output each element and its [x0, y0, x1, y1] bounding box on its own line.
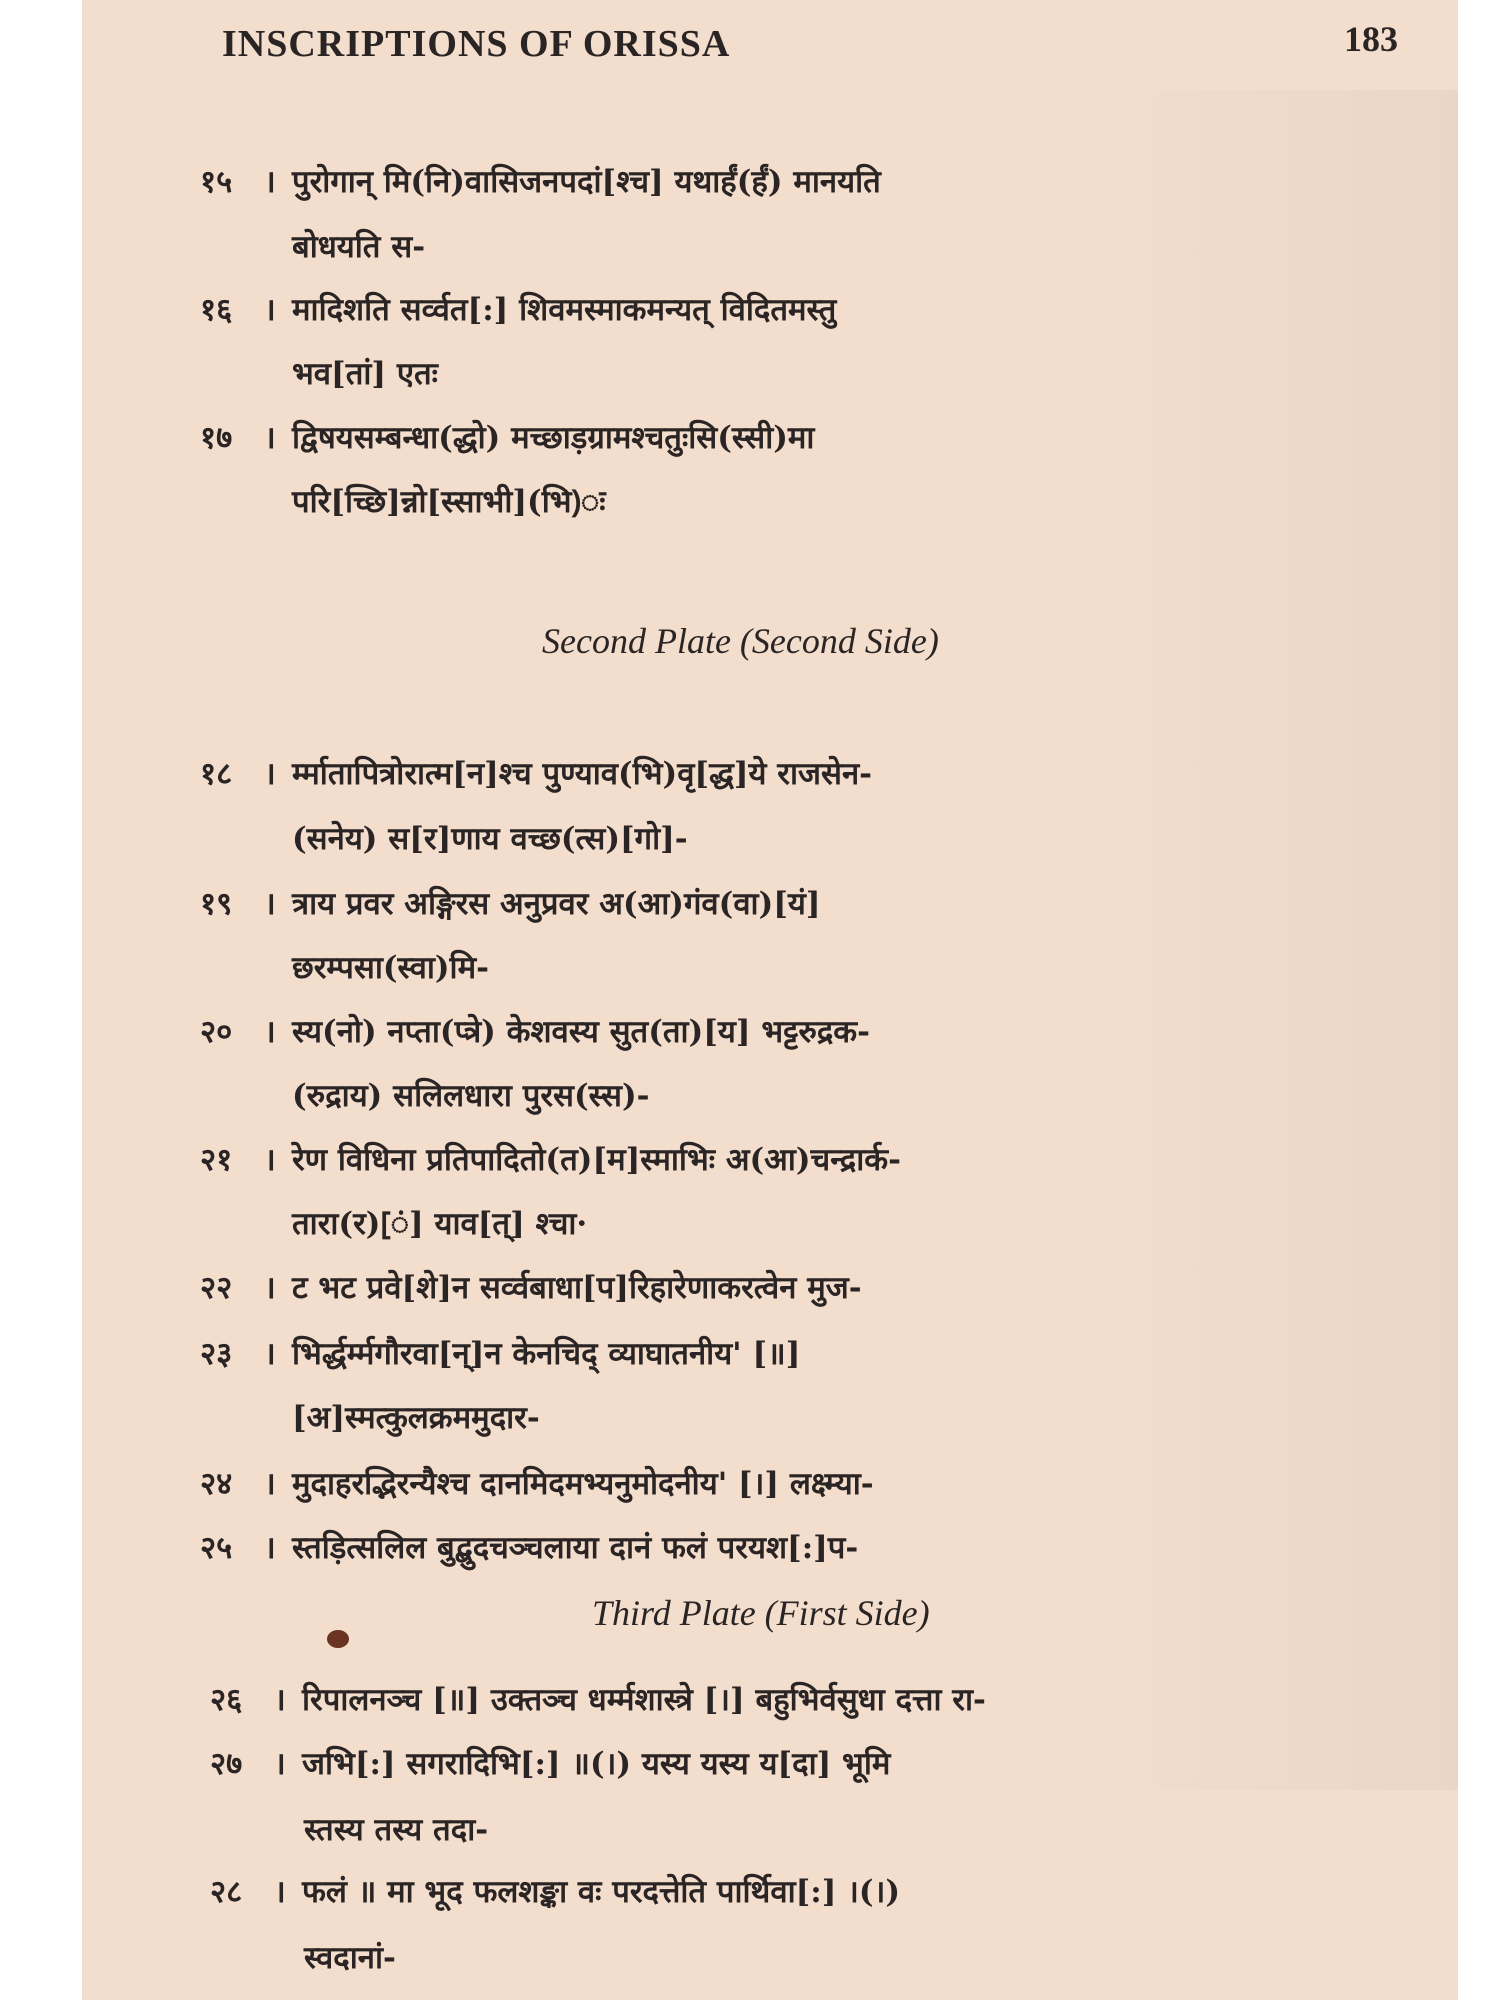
line-number: १८: [200, 756, 233, 792]
line-text: र्म्मातापित्रोरात्म[न]श्च पुण्याव(भि)वृ[द्ध]ये राजसेन-: [292, 756, 873, 792]
line-number: २६: [210, 1682, 243, 1718]
line-text: मुदाहरद्भिरन्यैश्च दानमिदमभ्यनुमोदनीय' [।] लक्ष्म्या-: [292, 1466, 874, 1502]
danda: ।: [264, 756, 276, 792]
inscription-line-21-continuation: तारा(र)[ं] याव[त्] श्चा·: [292, 1206, 588, 1242]
book-page: [82, 0, 1458, 2000]
danda: ।: [264, 1142, 276, 1178]
line-text: द्विषयसम्बन्धा(द्धो) मच्छाड़ग्रामश्चतुःसि(स्सी)मा: [292, 420, 815, 456]
inscription-line-20-continuation: (रुद्राय) सलिलधारा पुरस(स्स)-: [292, 1078, 650, 1114]
inscription-line-26: [210, 1678, 986, 1720]
inscription-line-18: [200, 752, 872, 794]
inscription-line-27-continuation: स्तस्य तस्य तदा-: [304, 1812, 489, 1848]
inscription-line-23: [200, 1332, 800, 1374]
inscription-line-25: [200, 1526, 858, 1568]
line-number: २४: [200, 1466, 233, 1502]
inscription-line-17: [200, 416, 814, 458]
line-number: १६: [200, 292, 233, 328]
inscription-line-15-continuation: बोधयति स-: [292, 229, 426, 265]
inscription-line-28-continuation: स्वदानां-: [304, 1940, 396, 1976]
paper-show-through: [1082, 90, 1458, 1790]
danda: ।: [264, 1336, 276, 1372]
line-text: रिपालनञ्च [॥] उक्तञ्च धर्म्मशास्त्रे [।] बहुभिर्वसुधा दत्ता रा-: [302, 1682, 986, 1718]
line-number: २८: [210, 1874, 243, 1910]
danda: ।: [264, 1530, 276, 1566]
danda: ।: [274, 1874, 286, 1910]
inscription-line-16: [200, 288, 836, 330]
line-number: २५: [200, 1530, 233, 1566]
danda: ।: [264, 886, 276, 922]
line-text: त्राय प्रवर अङ्गिरस अनुप्रवर अ(आ)गंव(वा)[यं]: [292, 886, 821, 922]
ink-spot: [327, 1630, 349, 1648]
danda: ।: [264, 1466, 276, 1502]
inscription-line-17-continuation: परि[च्छि]न्नो[स्साभी](भि)ः: [292, 484, 606, 520]
inscription-line-22: [200, 1266, 862, 1308]
line-text: भिर्द्धर्म्मगौरवा[न्]न केनचिद् व्याघातनीय' [॥]: [292, 1336, 801, 1372]
line-text: रेण विधिना प्रतिपादितो(त)[म]स्माभिः अ(आ)चन्द्रार्क-: [292, 1142, 901, 1178]
inscription-line-20: [200, 1010, 870, 1052]
inscription-line-24: [200, 1462, 874, 1504]
danda: ।: [274, 1682, 286, 1718]
inscription-line-19: [200, 882, 821, 924]
danda: ।: [264, 164, 276, 200]
line-number: १९: [200, 886, 233, 922]
inscription-line-15: [200, 160, 881, 202]
page-number: 183: [1344, 19, 1398, 59]
line-text: जभि[:] सगरादिभि[:] ॥(।) यस्य यस्य य[दा] भूमि: [302, 1746, 891, 1782]
inscription-line-27: [210, 1742, 890, 1784]
line-text: स्य(नो) नप्ता(प्त्रे) केशवस्य सुत(ता)[य] भट्टरुद्रक-: [292, 1014, 870, 1050]
line-number: २७: [210, 1746, 243, 1782]
line-text: फलं ॥ मा भूद फलशङ्का वः परदत्तेति पार्थिवा[:] ।(।): [302, 1874, 901, 1910]
danda: ।: [274, 1746, 286, 1782]
line-number: १५: [200, 164, 233, 200]
inscription-line-28: [210, 1870, 900, 1912]
danda: ।: [264, 1270, 276, 1306]
line-number: २३: [200, 1336, 233, 1372]
inscription-line-23-continuation: [अ]स्मत्कुलक्रममुदार-: [292, 1400, 540, 1436]
line-text: पुरोगान् मि(नि)वासिजनपदां[श्च] यथार्हं(र्हं) मानयति: [292, 164, 881, 200]
line-text: स्तड़ित्सलिल बुद्बुदचञ्चलाया दानं फलं परयश[:]प-: [292, 1530, 859, 1566]
line-text: ट भट प्रवे[शे]न सर्व्वबाधा[प]रिहारेणाकरत्वेन मुज-: [292, 1270, 862, 1306]
inscription-line-18-continuation: (सनेय) स[र]णाय वच्छ(त्स)[गो]-: [292, 821, 688, 857]
section-heading-second-plate: Second Plate (Second Side): [542, 621, 939, 661]
section-heading-third-plate: Third Plate (First Side): [592, 1593, 930, 1633]
inscription-line-21: [200, 1138, 901, 1180]
line-number: २०: [200, 1014, 233, 1050]
running-head: INSCRIPTIONS OF ORISSA: [222, 23, 731, 65]
line-number: २२: [200, 1270, 233, 1306]
inscription-line-19-continuation: छरम्पसा(स्वा)मि-: [292, 950, 489, 986]
danda: ।: [264, 420, 276, 456]
line-text: मादिशति सर्व्वत[:] शिवमस्माकमन्यत् विदितमस्तु: [292, 292, 837, 328]
line-number: २१: [200, 1142, 233, 1178]
inscription-line-16-continuation: भव[तां] एतः: [292, 356, 438, 392]
danda: ।: [264, 1014, 276, 1050]
line-number: १७: [200, 420, 233, 456]
danda: ।: [264, 292, 276, 328]
